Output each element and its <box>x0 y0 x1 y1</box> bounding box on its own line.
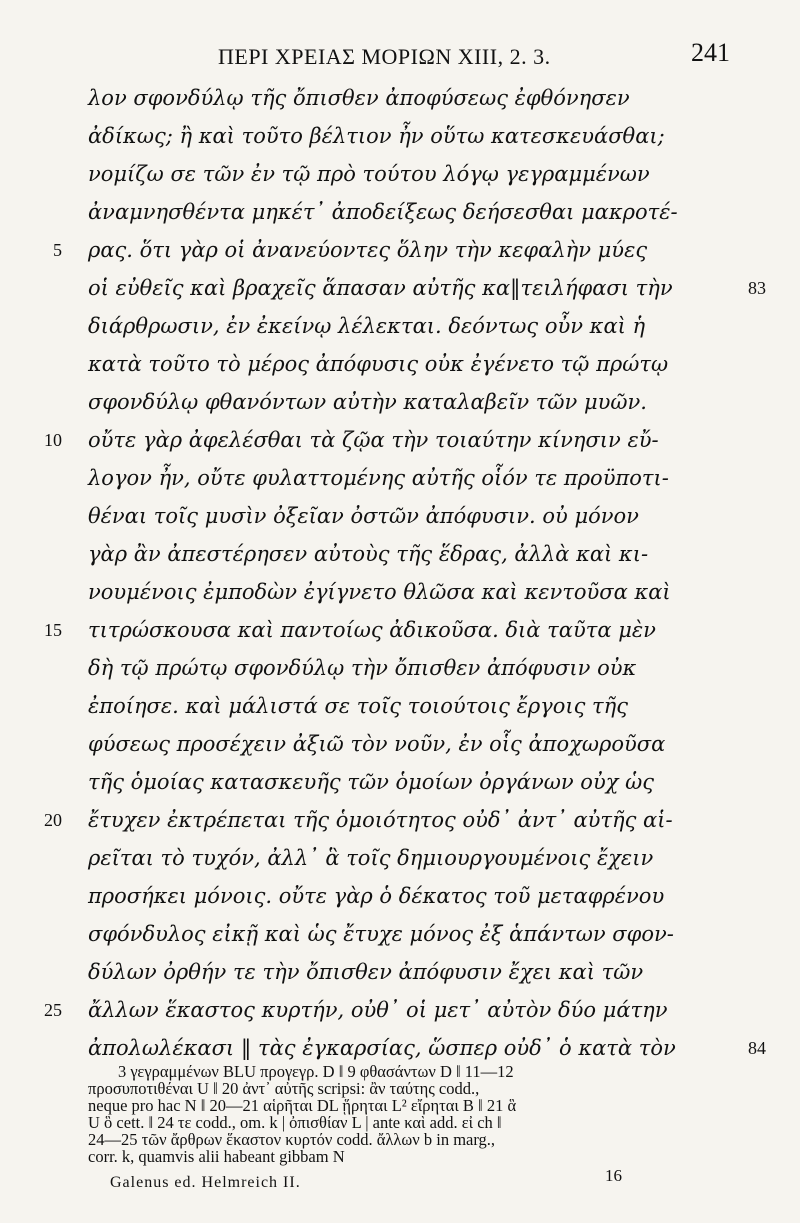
line-number: 20 <box>44 810 62 830</box>
margin-page-reference: 84 <box>748 1038 766 1058</box>
text-line: νουμένοις ἐμποδὼν ἐγίγνετο θλῶσα καὶ κεντοῦσα καὶ <box>88 580 671 604</box>
text-line: προσήκει μόνοις. οὔτε γὰρ ὁ δέκατος τοῦ μεταφρένου <box>88 884 665 908</box>
text-line: ἀδίκως; ἢ καὶ τοῦτο βέλτιον ἦν οὕτω κατεσκευάσθαι; <box>88 124 665 148</box>
text-line: δὴ τῷ πρώτῳ σφονδύλῳ τὴν ὄπισθεν ἀπόφυσιν οὐκ <box>88 656 637 680</box>
text-line: ρας. ὅτι γὰρ οἱ ἀνανεύοντες ὅλην τὴν κεφαλὴν μύες <box>88 238 648 262</box>
text-line: οἱ εὐθεῖς καὶ βραχεῖς ἅπασαν αὐτῆς κα‖τειλήφασι τὴν <box>88 276 673 300</box>
text-line: ἀναμνησθέντα μηκέτ᾽ ἀποδείξεως δεήσεσθαι μακροτέ- <box>88 200 678 224</box>
text-line: διάρθρωσιν, ἐν ἐκείνῳ λέλεκται. δεόντως οὖν καὶ ἡ <box>88 314 646 338</box>
text-line: κατὰ τοῦτο τὸ μέρος ἀπόφυσις οὐκ ἐγένετο τῷ πρώτῳ <box>88 352 669 376</box>
text-line: ἔτυχεν ἐκτρέπεται τῆς ὁμοιότητος οὐδ᾽ ἀντ᾽ αὐτῆς αἱ- <box>88 808 673 832</box>
line-number: 5 <box>53 240 62 260</box>
line-number: 10 <box>44 430 62 450</box>
text-line: ἀπολωλέκασι ‖ τὰς ἐγκαρσίας, ὥσπερ οὐδ᾽ ὁ κατὰ τὸν <box>88 1036 676 1060</box>
apparatus-line: 24—25 τῶν ἄρθρων ἕκαστον κυρτόν codd. ἄλλων b in marg., <box>88 1130 496 1149</box>
text-line: τιτρώσκουσα καὶ παντοίως ἀδικοῦσα. διὰ ταῦτα μὲν <box>88 618 656 642</box>
signature-mark: 16 <box>605 1166 622 1185</box>
text-line: ρεῖται τὸ τυχόν, ἀλλ᾽ ἃ τοῖς δημιουργουμένοις ἔχειν <box>88 846 654 870</box>
apparatus-line: προσυποτιθέναι U ‖ 20 ἀντ᾽ αὐτῆς scripsi: ἂν ταύτης codd., <box>88 1079 480 1098</box>
text-line: φύσεως προσέχειν ἀξιῶ τὸν νοῦν, ἐν οἷς ἀποχωροῦσα <box>88 732 666 756</box>
text-line: ἐποίησε. καὶ μάλιστά σε τοῖς τοιούτοις ἔργοις τῆς <box>88 694 629 718</box>
line-number: 15 <box>44 620 62 640</box>
page-number: 241 <box>691 38 730 67</box>
text-line: λογον ἦν, οὔτε φυλαττομένης αὐτῆς οἷόν τε προϋποτι- <box>88 466 669 490</box>
running-header: ΠΕΡΙ ΧΡΕΙΑΣ ΜΟΡΙΩΝ ΧΙΙΙ, 2. 3. <box>218 44 551 69</box>
text-line: γὰρ ἂν ἀπεστέρησεν αὐτοὺς τῆς ἕδρας, ἀλλὰ καὶ κι- <box>88 542 649 566</box>
text-line: σφονδύλῳ φθανόντων αὐτὴν καταλαβεῖν τῶν μυῶν. <box>88 390 647 414</box>
text-line: οὔτε γὰρ ἀφελέσθαι τὰ ζῷα τὴν τοιαύτην κίνησιν εὔ- <box>88 428 659 452</box>
apparatus-line: 3 γεγραμμένων BLU προγεγρ. D ‖ 9 φθασάντων D ‖ 11—12 <box>118 1062 514 1081</box>
text-line: λον σφονδύλῳ τῆς ὄπισθεν ἀποφύσεως ἐφθόνησεν <box>88 86 630 110</box>
text-line: νομίζω σε τῶν ἐν τῷ πρὸ τούτου λόγῳ γεγραμμένων <box>88 162 650 186</box>
apparatus-line: corr. k, quamvis alii habeant gibbam N <box>88 1147 345 1166</box>
text-line: θέναι τοῖς μυσὶν ὀξεῖαν ὀστῶν ἀπόφυσιν. οὐ μόνον <box>88 504 639 528</box>
edition-footer: Galenus ed. Helmreich II. <box>110 1174 301 1191</box>
apparatus-line: U ὃ cett. ‖ 24 τε codd., om. k | ὀπισθίαν L | ante καὶ add. εἰ ch ‖ <box>88 1113 502 1132</box>
text-line: ἄλλων ἕκαστος κυρτήν, οὐθ᾽ οἱ μετ᾽ αὐτὸν δύο μάτην <box>88 998 668 1022</box>
text-line: δύλων ὀρθήν τε τὴν ὄπισθεν ἀπόφυσιν ἔχει καὶ τῶν <box>88 960 644 984</box>
apparatus-line: neque pro hac N ‖ 20—21 αἱρῆται DL ᾕρηται L² εἴρηται B ‖ 21 ἃ <box>88 1096 517 1115</box>
line-number: 25 <box>44 1000 62 1020</box>
text-line: τῆς ὁμοίας κατασκευῆς τῶν ὁμοίων ὀργάνων οὐχ ὡς <box>88 770 654 794</box>
text-line: σφόνδυλος εἰκῇ καὶ ὡς ἔτυχε μόνος ἐξ ἁπάντων σφον- <box>88 922 674 946</box>
margin-page-reference: 83 <box>748 278 766 298</box>
